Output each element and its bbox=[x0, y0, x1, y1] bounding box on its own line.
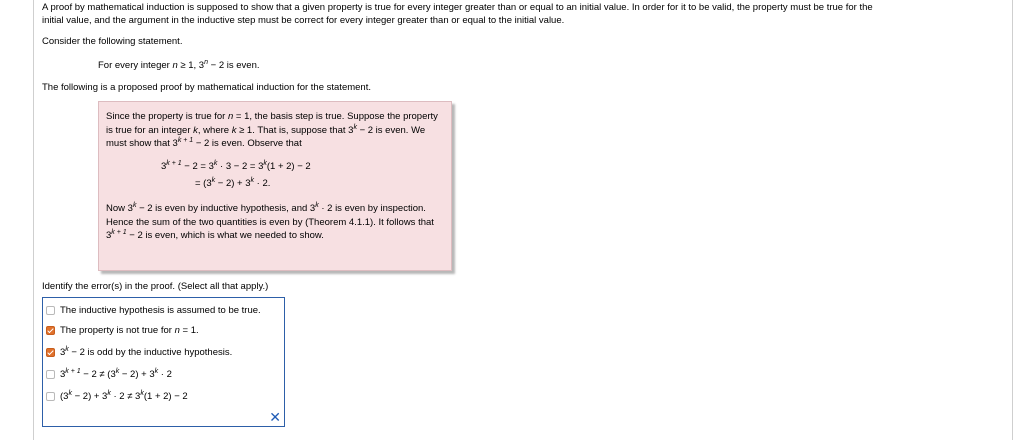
option-label: $(3^k - 2) + 3^k \cdot 2 \ne 3^k(1 + 2) - 2$ bbox=[60, 390, 188, 402]
checkbox[interactable] bbox=[46, 370, 55, 379]
option-label: The property is not true for n = 1. bbox=[60, 325, 199, 336]
identify-label: Identify the error(s) in the proof. (Select all that apply.) bbox=[42, 281, 269, 292]
option-label: $3^k - 2$ is odd by the inductive hypothesis. bbox=[60, 346, 233, 358]
consider-label: Consider the following statement. bbox=[42, 36, 183, 47]
checkbox[interactable] bbox=[46, 326, 55, 335]
option-inductive-hypothesis[interactable] bbox=[46, 305, 261, 316]
option-odd-by-hypothesis[interactable] bbox=[46, 347, 232, 358]
proof-paragraph-1: Since the property is true for n = 1, the basis step is true. Suppose the property is true for an integer k, where k ≥ 1. That is, suppose that $3^k - 2$ is even. We must show that $3^{k + 1} - 2$ is even. Observe that bbox=[106, 111, 438, 149]
option-inequality-1[interactable] bbox=[46, 369, 172, 380]
checkbox[interactable] bbox=[46, 306, 55, 315]
intro-text bbox=[42, 1, 1002, 27]
intro-line-1: A proof by mathematical induction is supposed to show that a given property is true for every integer greater than or equal to an initial value. In order for it to be valid, the property must be true for the bbox=[42, 2, 873, 13]
option-label: $3^{k + 1} - 2 \ne (3^k - 2) + 3^k \cdot 2$ bbox=[60, 368, 172, 380]
proposed-label: The following is a proposed proof by mathematical induction for the statement. bbox=[42, 82, 371, 93]
proof-box bbox=[98, 101, 452, 271]
proof-paragraph-2: Now $3^k - 2$ is even by inductive hypothesis, and $3^k \cdot 2$ is even by inspection. Hence the sum of the two quantities is even by (Theorem 4.1.1). It follows that $3^{k + 1} - 2$ is even, which is what we needed to show. bbox=[106, 202, 434, 241]
option-property-not-true[interactable] bbox=[46, 325, 199, 336]
answer-options bbox=[42, 297, 285, 427]
option-inequality-2[interactable] bbox=[46, 391, 188, 402]
intro-line-2: initial value, and the argument in the inductive step must be correct for every integer greater than or equal to the initial value. bbox=[42, 15, 565, 26]
close-icon[interactable]: ✕ bbox=[269, 409, 281, 425]
proof-equation-1: $3^{k + 1} - 2 = 3^k \cdot 3 - 2 = 3^k(1 + 2) - 2$ bbox=[161, 160, 311, 172]
checkbox[interactable] bbox=[46, 348, 55, 357]
option-label: The inductive hypothesis is assumed to be true. bbox=[60, 305, 261, 316]
proof-equation-2: = $(3^k - 2) + 3^k \cdot 2$. bbox=[195, 177, 271, 189]
checkbox[interactable] bbox=[46, 392, 55, 401]
statement: For every integer n ≥ 1, $3^n - 2$ is even. bbox=[98, 59, 260, 71]
